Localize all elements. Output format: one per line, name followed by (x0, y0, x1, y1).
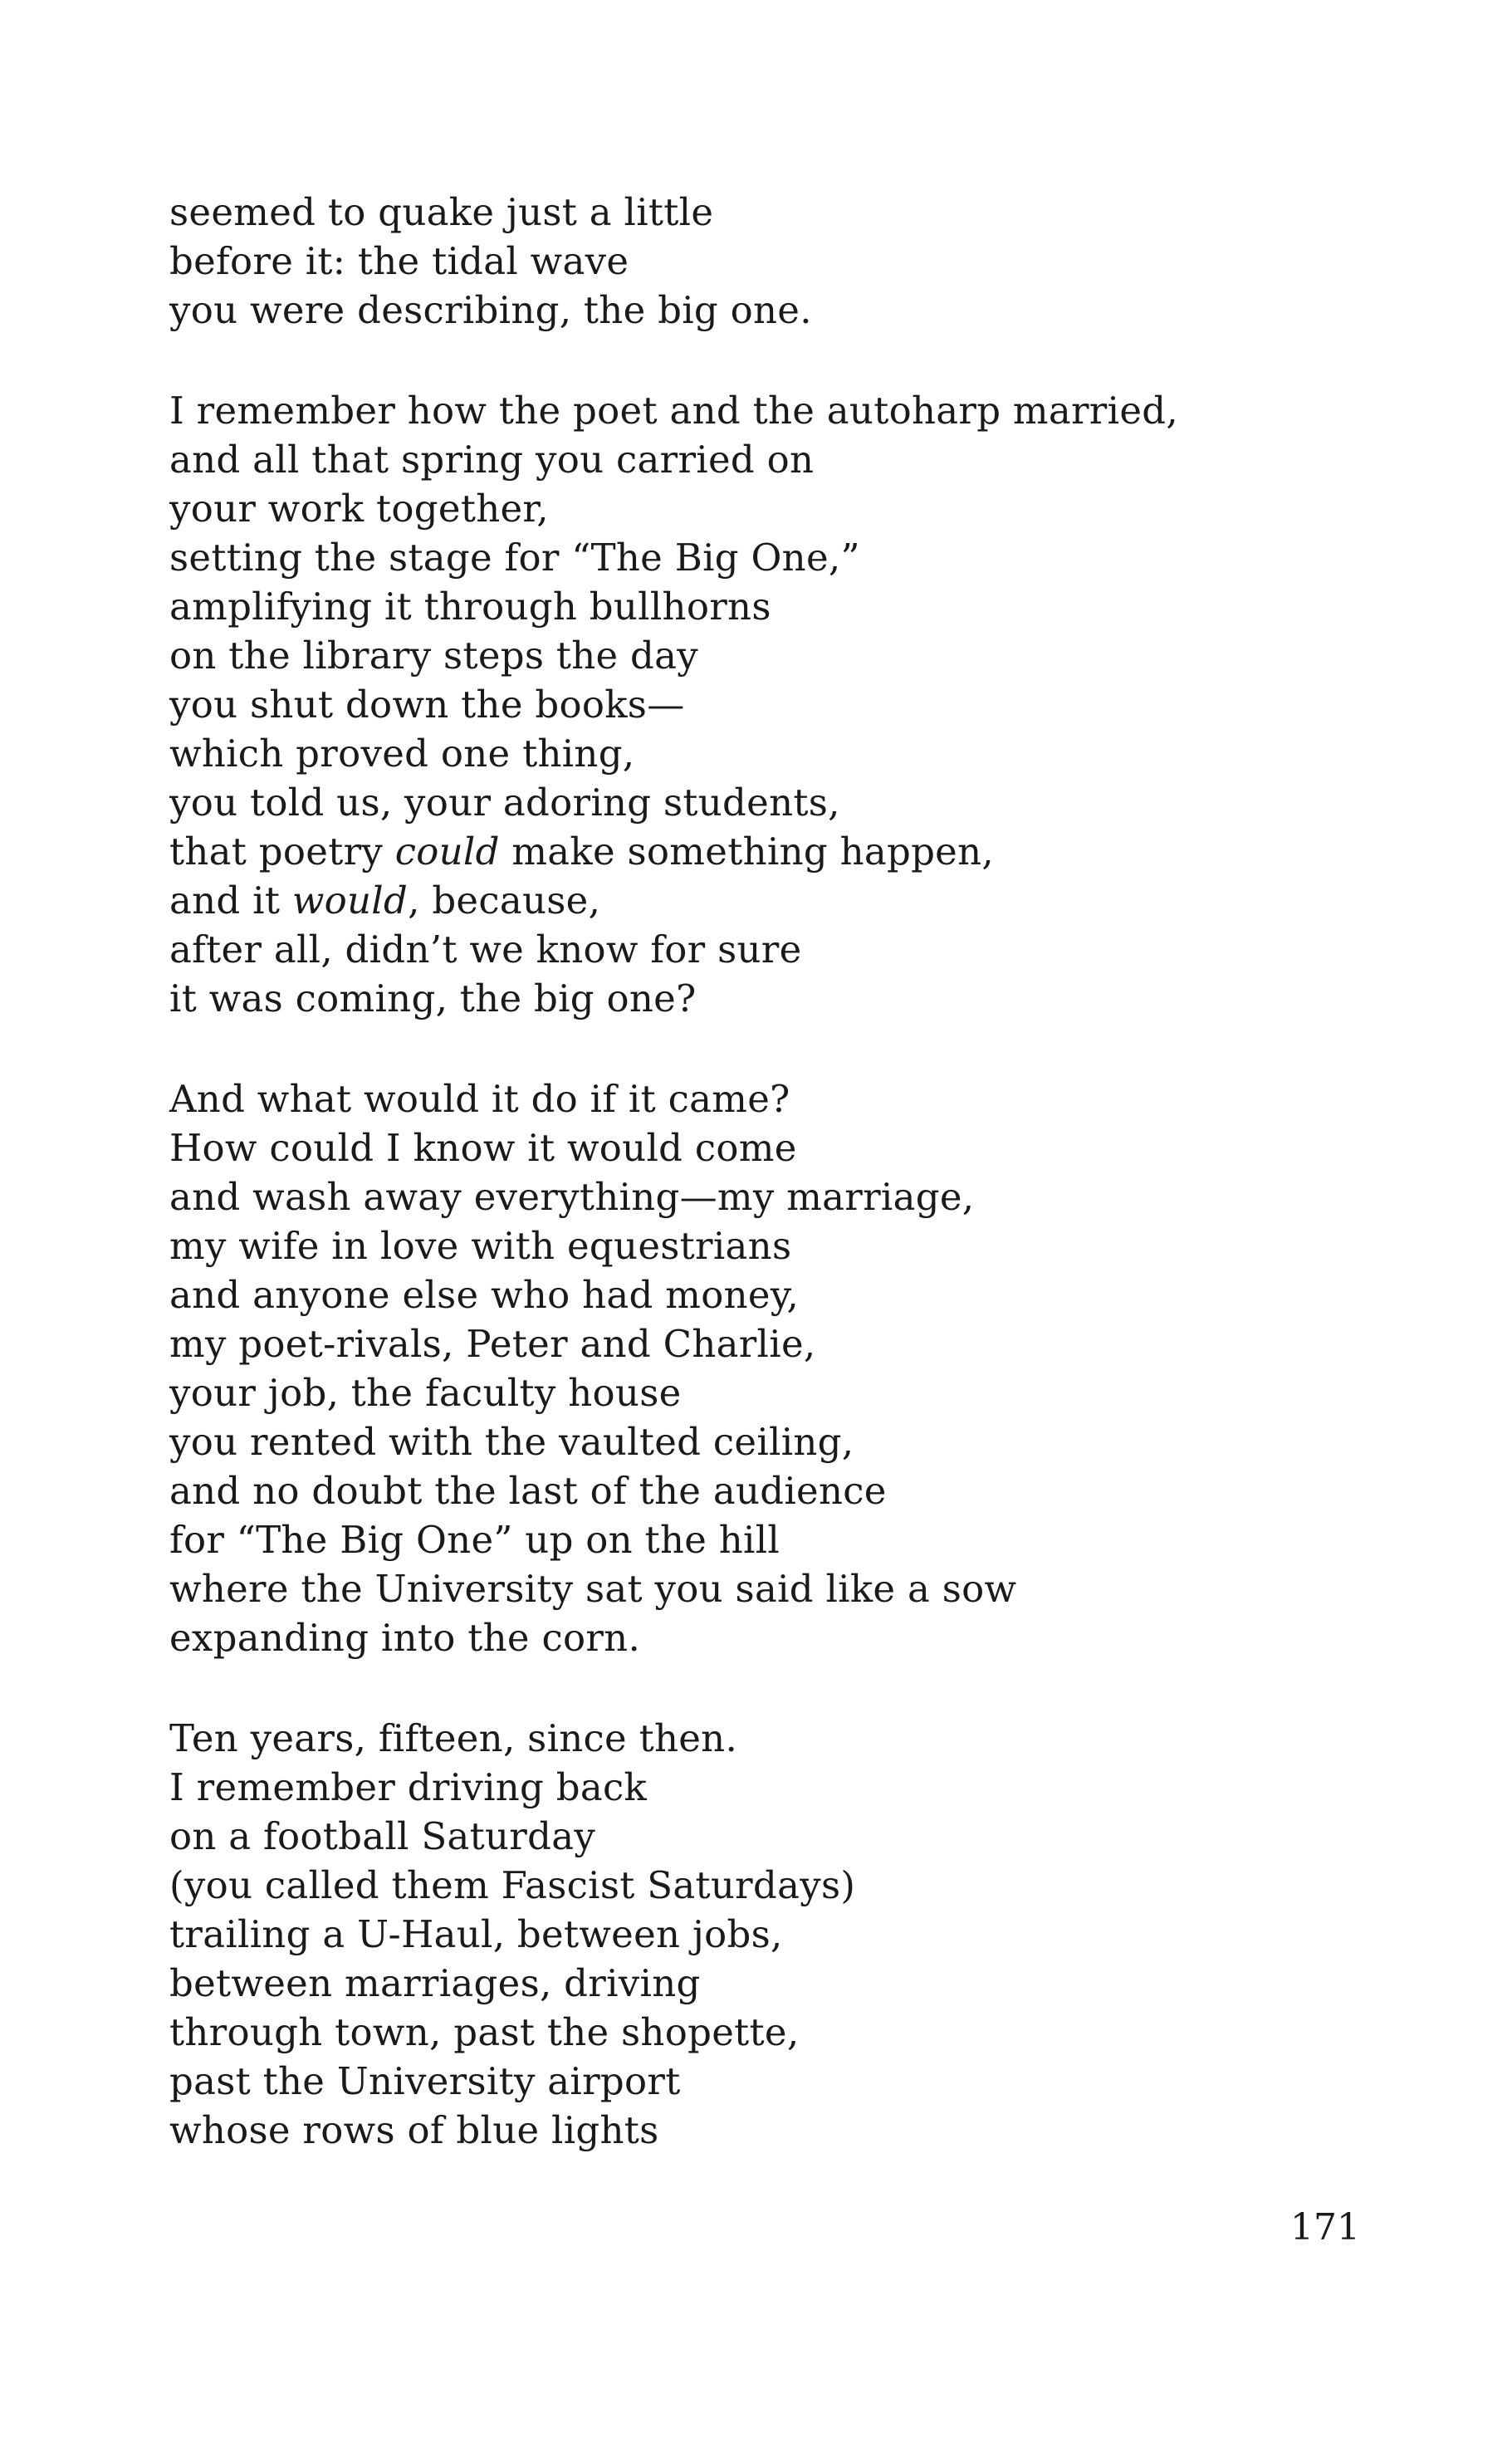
poem-line: past the University airport (169, 2059, 681, 2103)
poem-line: you shut down the books— (169, 683, 685, 727)
poem-line: my poet-rivals, Peter and Charlie, (169, 1322, 816, 1366)
poem-line: and all that spring you carried on (169, 438, 815, 482)
italic-word: could (394, 829, 500, 874)
poem-line: and no doubt the last of the audience (169, 1469, 887, 1513)
stanza-1 (169, 188, 1373, 335)
poem-line: you rented with the vaulted ceiling, (169, 1420, 854, 1464)
poem-line: through town, past the shopette, (169, 2010, 800, 2054)
line-segment: that poetry (169, 829, 395, 874)
stanza-2 (169, 386, 1373, 1023)
poem-line: seemed to quake just a little (169, 190, 714, 234)
stanza-4 (169, 1714, 1373, 2155)
poem-line: Ten years, fifteen, since then. (169, 1716, 738, 1760)
poem-body (169, 188, 1373, 2206)
poem-line: I remember driving back (169, 1765, 648, 1809)
poem-line: trailing a U-Haul, between jobs, (169, 1912, 783, 1956)
poem-line: I remember how the poet and the autoharp married, (169, 389, 1178, 433)
poem-line (169, 827, 1373, 876)
page-number: 171 (1290, 2206, 1360, 2249)
poem-line: your work together, (169, 487, 549, 531)
poem-line: you were describing, the big one. (169, 288, 812, 332)
poem-line: (you called them Fascist Saturdays) (169, 1863, 856, 1907)
poem-line: amplifying it through bullhorns (169, 585, 771, 629)
poem-line: whose rows of blue lights (169, 2108, 659, 2152)
poem-line: on the library steps the day (169, 634, 699, 678)
poem-line: and anyone else who had money, (169, 1273, 800, 1317)
poem-line: which proved one thing, (169, 732, 635, 776)
poem-line: after all, didn’t we know for sure (169, 927, 802, 971)
poem-line: And what would it do if it came? (169, 1077, 790, 1121)
poem-line: where the University sat you said like a sow (169, 1567, 1017, 1611)
line-segment: and it (169, 878, 292, 922)
stanza-3 (169, 1074, 1373, 1662)
poem-line: my wife in love with equestrians (169, 1224, 792, 1268)
poem-line: your job, the faculty house (169, 1371, 682, 1415)
italic-word: would (291, 878, 409, 922)
poem-line: before it: the tidal wave (169, 239, 629, 283)
poem-line (169, 876, 1373, 925)
poem-line: on a football Saturday (169, 1814, 596, 1858)
poem-line: it was coming, the big one? (169, 976, 697, 1020)
poem-line: between marriages, driving (169, 1961, 701, 2005)
line-segment: make something happen, (499, 829, 995, 874)
poem-line: you told us, your adoring students, (169, 781, 840, 825)
poem-line: How could I know it would come (169, 1126, 797, 1170)
poem-line: expanding into the corn. (169, 1616, 641, 1660)
poem-line: and wash away everything—my marriage, (169, 1175, 975, 1219)
poem-line: setting the stage for “The Big One,” (169, 536, 860, 580)
line-segment: , because, (408, 878, 601, 922)
poem-line: for “The Big One” up on the hill (169, 1518, 780, 1562)
